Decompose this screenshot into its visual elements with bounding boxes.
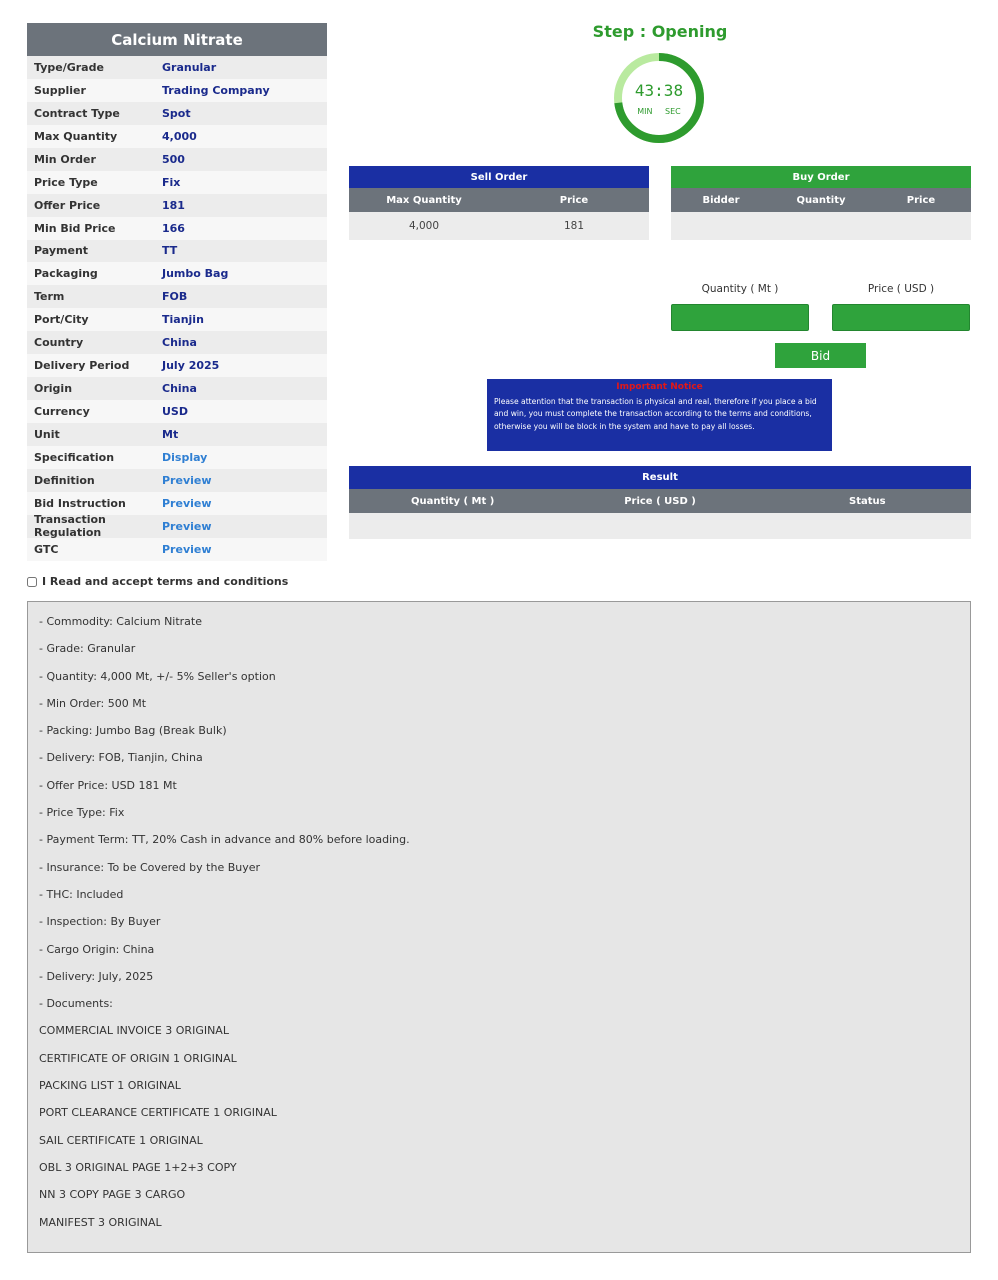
notice-title: Important Notice (616, 382, 703, 392)
spec-link[interactable]: Preview (162, 496, 212, 510)
spec-label: Port/City (34, 313, 89, 327)
timer-min-label: MIN (637, 107, 653, 116)
spec-label: Min Order (34, 152, 96, 166)
result-header (349, 489, 971, 513)
price-label: Price ( USD ) (867, 283, 935, 295)
spec-value: Mt (162, 427, 179, 441)
spec-row (27, 56, 327, 79)
spec-row (27, 102, 327, 125)
result-title: Result (349, 466, 971, 489)
spec-value: Fix (162, 175, 181, 189)
spec-rows (27, 56, 327, 561)
quantity-input[interactable] (671, 304, 809, 331)
timer-digits: 43:38 (634, 81, 684, 100)
spec-link[interactable]: Preview (162, 519, 212, 533)
spec-value: FOB (162, 290, 188, 304)
terms-line: - Payment Term: TT, 20% Cash in advance and 80% before loading. (39, 833, 410, 847)
buy-order-col-bidder: Bidder (702, 194, 740, 206)
terms-line: - THC: Included (39, 887, 124, 901)
spec-label: Supplier (34, 83, 86, 97)
spec-value: July 2025 (162, 359, 220, 373)
spec-label: Price Type (34, 175, 98, 189)
buy-order-col-price: Price (906, 194, 936, 206)
countdown-timer (612, 51, 706, 145)
buy-order-table (671, 166, 971, 240)
spec-link[interactable]: Preview (162, 542, 212, 556)
terms-line: - Grade: Granular (39, 642, 136, 656)
accept-terms-checkbox[interactable] (27, 577, 37, 587)
spec-label: Packaging (34, 267, 98, 281)
sell-order-title: Sell Order (349, 166, 649, 188)
spec-value: Tianjin (162, 313, 204, 327)
terms-line: - Min Order: 500 Mt (39, 696, 147, 710)
spec-value: China (162, 382, 197, 396)
price-input[interactable] (832, 304, 970, 331)
spec-value: 500 (162, 152, 185, 166)
sell-order-col-max-quantity: Max Quantity (386, 194, 462, 206)
terms-line: - Delivery: FOB, Tianjin, China (39, 751, 203, 765)
notice-text: Please attention that the transaction is physical and real, therefore if you place a bid and win, you must complete the transaction according to the terms and conditions, otherwise you will be block in the system and have to pay all losses. (494, 397, 817, 431)
spec-row (27, 148, 327, 171)
terms-line: - Inspection: By Buyer (39, 915, 161, 929)
terms-line: OBL 3 ORIGINAL PAGE 1+2+3 COPY (39, 1160, 237, 1174)
accept-terms[interactable] (27, 575, 288, 588)
terms-line: PACKING LIST 1 ORIGINAL (39, 1079, 181, 1093)
spec-row (27, 171, 327, 194)
sell-order-table (349, 166, 649, 240)
terms-line: SAIL CERTIFICATE 1 ORIGINAL (39, 1133, 203, 1147)
spec-value: China (162, 336, 197, 350)
terms-line: COMMERCIAL INVOICE 3 ORIGINAL (39, 1024, 229, 1038)
accept-terms-label: I Read and accept terms and conditions (42, 575, 289, 588)
result-empty-row (349, 513, 971, 539)
timer-sec-label: SEC (665, 107, 681, 116)
spec-row (27, 538, 327, 561)
spec-row (27, 194, 327, 217)
spec-row (27, 285, 327, 308)
spec-row (27, 423, 327, 446)
terms-line: - Documents: (39, 997, 113, 1011)
terms-line: - Commodity: Calcium Nitrate (39, 615, 203, 628)
quantity-label: Quantity ( Mt ) (701, 283, 779, 295)
spec-row (27, 217, 327, 240)
terms-line: PORT CLEARANCE CERTIFICATE 1 ORIGINAL (39, 1106, 277, 1120)
terms-line: MANIFEST 3 ORIGINAL (39, 1215, 162, 1229)
spec-value: Spot (162, 106, 191, 120)
spec-row (27, 79, 327, 102)
important-notice (487, 379, 832, 451)
result-col-status: Status (849, 495, 886, 507)
spec-row (27, 400, 327, 423)
spec-label: Specification (34, 450, 115, 464)
spec-label: Min Bid Price (34, 221, 116, 235)
timer-units (612, 107, 706, 116)
spec-value: TT (162, 244, 178, 258)
spec-title: Calcium Nitrate (27, 23, 327, 56)
spec-value: 166 (162, 221, 185, 235)
spec-label: Definition (34, 473, 95, 487)
terms-line: - Cargo Origin: China (39, 942, 155, 956)
spec-value: USD (162, 405, 188, 419)
terms-line: - Insurance: To be Covered by the Buyer (39, 860, 261, 874)
spec-label: Country (34, 336, 84, 350)
spec-row (27, 240, 327, 263)
spec-label: Delivery Period (34, 359, 130, 373)
spec-label: Unit (34, 427, 60, 441)
spec-value: Trading Company (162, 83, 270, 97)
spec-label: Max Quantity (34, 129, 118, 143)
step-label: Step : Opening (592, 22, 728, 41)
spec-link[interactable]: Preview (162, 473, 212, 487)
spec-label: Payment (34, 244, 89, 258)
terms-line: - Price Type: Fix (39, 806, 125, 820)
sell-order-col-price: Price (559, 194, 589, 206)
spec-value: 181 (162, 198, 185, 212)
terms-line: - Packing: Jumbo Bag (Break Bulk) (39, 724, 227, 738)
terms-line: - Quantity: 4,000 Mt, +/- 5% Seller's option (39, 669, 276, 683)
spec-label: Origin (34, 382, 73, 396)
spec-row (27, 354, 327, 377)
terms-line: - Offer Price: USD 181 Mt (39, 778, 177, 792)
buy-order-col-quantity: Quantity (796, 194, 846, 206)
spec-label: Bid Instruction (34, 496, 126, 510)
buy-order-title: Buy Order (671, 166, 971, 188)
spec-row (27, 377, 327, 400)
terms-line: - Delivery: July, 2025 (39, 969, 154, 983)
spec-row (27, 515, 327, 538)
spec-label: Term (34, 290, 65, 304)
terms-line: CERTIFICATE OF ORIGIN 1 ORIGINAL (39, 1051, 237, 1065)
buy-order-header (671, 188, 971, 212)
result-col-quantity: Quantity ( Mt ) (411, 495, 495, 507)
spec-label: Offer Price (34, 198, 101, 212)
bid-button[interactable]: Bid (775, 343, 866, 368)
spec-label: Transaction Regulation (34, 513, 106, 540)
spec-row (27, 446, 327, 469)
spec-row (27, 262, 327, 285)
spec-row (27, 492, 327, 515)
spec-row (27, 125, 327, 148)
sell-order-row (349, 212, 649, 240)
sell-order-price: 181 (563, 220, 585, 232)
spec-link[interactable]: Display (162, 450, 208, 464)
buy-order-empty-row (671, 212, 971, 240)
spec-label: Contract Type (34, 106, 120, 120)
spec-value: 4,000 (162, 129, 197, 143)
result-table (349, 466, 971, 539)
spec-row (27, 308, 327, 331)
spec-label: Type/Grade (34, 60, 104, 74)
spec-value: Granular (162, 60, 217, 74)
spec-label: Currency (34, 405, 90, 419)
spec-row (27, 469, 327, 492)
spec-label: GTC (34, 542, 59, 556)
terms-line: NN 3 COPY PAGE 3 CARGO (39, 1188, 186, 1202)
result-col-price: Price ( USD ) (624, 495, 696, 507)
spec-row (27, 331, 327, 354)
sell-order-max-quantity: 4,000 (408, 220, 440, 232)
spec-table (27, 23, 327, 561)
sell-order-header (349, 188, 649, 212)
spec-value: Jumbo Bag (162, 267, 229, 281)
terms-box[interactable] (27, 601, 971, 1253)
